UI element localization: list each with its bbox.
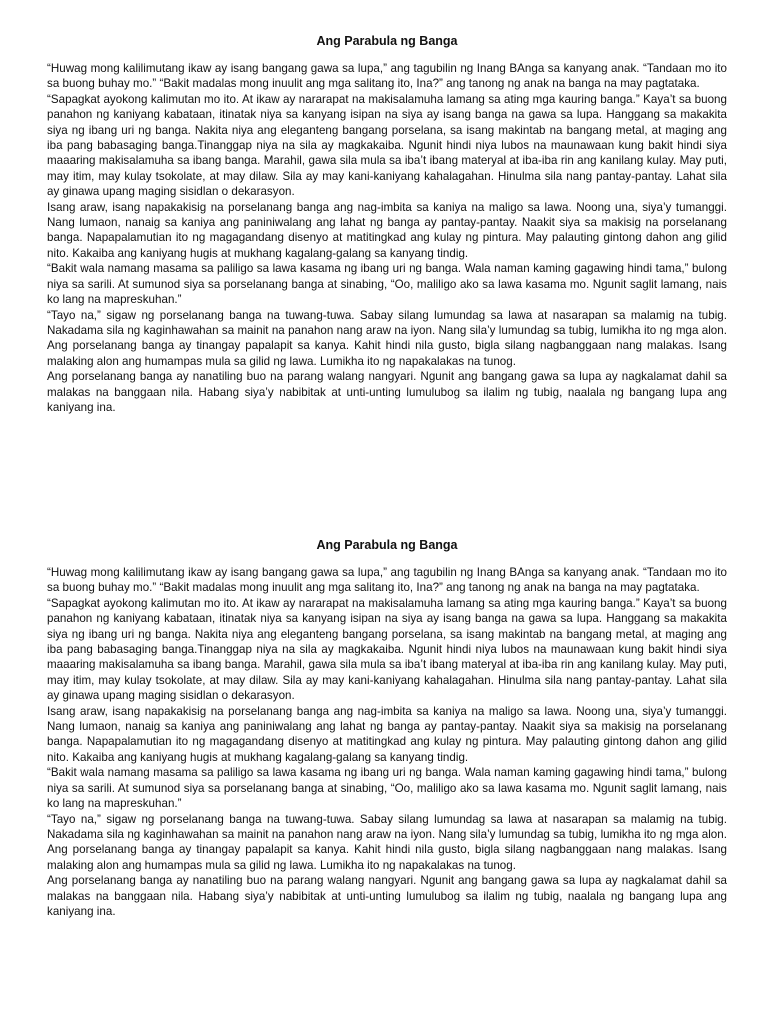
story-paragraph: “Huwag mong kalilimutang ikaw ay isang bangang gawa sa lupa,” ang tagubilin ng Inang BAnga sa kanyang anak. “Tandaan mo ito sa buong buhay mo.” “Bakit madalas mong inuulit ang mga salitang ito, Ina?” ang tanong ng anak na banga na may pagtataka. (47, 566, 727, 595)
story-paragraph: “Bakit wala namang masama sa paliligo sa lawa kasama ng ibang uri ng banga. Wala naman kaming gagawing hindi tama,” bulong niya sa sarili. At sumunod siya sa porselanang banga at sinabing, “Oo, maliligo ako sa lawa kasama mo. Ngunit saglit lamang, nais ko lang na mapreskuhan.” (47, 766, 727, 811)
story-title: Ang Parabula ng Banga (316, 34, 458, 48)
story-paragraph: “Tayo na,” sigaw ng porselanang banga na tuwang-tuwa. Sabay silang lumundag sa lawa at nasarapan sa malamig na tubig. Nakadama sila ng kaginhawahan sa mainit na panahon nang araw na iyon. Nang sila’y lumundag sa tubig, lumikha ito ng mga alon. Ang porselanang banga ay tinangay papalapit sa kanya. Kahit hindi nila gusto, bigla silang nagbanggaan nang malakas. Isang malaking alon ang humampas mula sa gilid ng lawa. Lumikha ito ng napakalakas na tunog. (47, 308, 727, 368)
story-section-1 (47, 33, 727, 415)
story-paragraph: “Sapagkat ayokong kalimutan mo ito. At ikaw ay nararapat na makisalamuha lamang sa ating mga kauring banga.” Kaya’t sa buong panahon ng kaniyang kabataan, itinatak niya sa kanyang isipan na siya ay isang banga na gawa sa lupa. Hanggang sa makakita siya ng ibang uri ng banga. Nakita niya ang eleganteng bangang porselana, sa isang makintab na bangang metal, at maging ang iba pang babasaging banga.Tinanggap niya na sila ay magkakaiba. Ngunit hindi niya lubos na maunawaan kung bakit hindi siya maaaring makisalamuha sa ibang banga. Marahil, gawa sila mula sa iba’t ibang materyal at iba-iba rin ang kanilang kulay. May puti, may itim, may kulay tsokolate, at may dilaw. Sila ay may kani-kaniyang kahalagahan. Hinulma sila nang pantay-pantay. Lahat sila ay ginawa upang maging sisidlan o dekarasyon. (47, 596, 727, 703)
story-paragraph: Isang araw, isang napakakisig na porselanang banga ang nag-imbita sa kaniya na maligo sa lawa. Noong una, siya’y tumanggi. Nang lumaon, nanaig sa kaniya ang paniniwalang ang lahat ng banga ay pantay-pantay. Naakit siya sa makisig na porselanang banga. Napapalamutian ito ng magagandang disenyo at matitingkad ang kulay ng pintura. May palauting gintong dahon ang gilid nito. Kakaiba ang kaniyang hugis at mukhang kagalang-galang sa kanyang tindig. (47, 200, 727, 260)
story-title: Ang Parabula ng Banga (316, 538, 458, 552)
story-paragraph: Ang porselanang banga ay nanatiling buo na parang walang nangyari. Ngunit ang bangang gawa sa lupa ay nagkalamat dahil sa malakas na banggaan nila. Habang siya’y nabibitak at unti-unting lumulubog sa ilalim ng tubig, naalala ng bangang lupa ang kaniyang ina. (47, 874, 727, 918)
story-paragraph: “Sapagkat ayokong kalimutan mo ito. At ikaw ay nararapat na makisalamuha lamang sa ating mga kauring banga.” Kaya’t sa buong panahon ng kaniyang kabataan, itinatak niya sa kanyang isipan na siya ay isang banga na gawa sa lupa. Hanggang sa makakita siya ng ibang uri ng banga. Nakita niya ang eleganteng bangang porselana, sa isang makintab na bangang metal, at maging ang iba pang babasaging banga.Tinanggap niya na sila ay magkakaiba. Ngunit hindi niya lubos na maunawaan kung bakit hindi siya maaaring makisalamuha sa ibang banga. Marahil, gawa sila mula sa iba’t ibang materyal at iba-iba rin ang kanilang kulay. May puti, may itim, may kulay tsokolate, at may dilaw. Sila ay may kani-kaniyang kahalagahan. Hinulma sila nang pantay-pantay. Lahat sila ay ginawa upang maging sisidlan o dekarasyon. (47, 92, 727, 199)
story-paragraph: Ang porselanang banga ay nanatiling buo na parang walang nangyari. Ngunit ang bangang gawa sa lupa ay nagkalamat dahil sa malakas na banggaan nila. Habang siya’y nabibitak at unti-unting lumulubog sa ilalim ng tubig, naalala ng bangang lupa ang kaniyang ina. (47, 370, 727, 414)
story-paragraph: “Bakit wala namang masama sa paliligo sa lawa kasama ng ibang uri ng banga. Wala naman kaming gagawing hindi tama,” bulong niya sa sarili. At sumunod siya sa porselanang banga at sinabing, “Oo, maliligo ako sa lawa kasama mo. Ngunit saglit lamang, nais ko lang na mapreskuhan.” (47, 262, 727, 307)
story-paragraph: “Tayo na,” sigaw ng porselanang banga na tuwang-tuwa. Sabay silang lumundag sa lawa at nasarapan sa malamig na tubig. Nakadama sila ng kaginhawahan sa mainit na panahon nang araw na iyon. Nang sila’y lumundag sa tubig, lumikha ito ng mga alon. Ang porselanang banga ay tinangay papalapit sa kanya. Kahit hindi nila gusto, bigla silang nagbanggaan nang malakas. Isang malaking alon ang humampas mula sa gilid ng lawa. Lumikha ito ng napakalakas na tunog. (47, 812, 727, 872)
story-paragraph: Isang araw, isang napakakisig na porselanang banga ang nag-imbita sa kaniya na maligo sa lawa. Noong una, siya’y tumanggi. Nang lumaon, nanaig sa kaniya ang paniniwalang ang lahat ng banga ay pantay-pantay. Naakit siya sa makisig na porselanang banga. Napapalamutian ito ng magagandang disenyo at matitingkad ang kulay ng pintura. May palauting gintong dahon ang gilid nito. Kakaiba ang kaniyang hugis at mukhang kagalang-galang sa kanyang tindig. (47, 704, 727, 764)
story-section-2 (47, 537, 727, 919)
story-paragraph: “Huwag mong kalilimutang ikaw ay isang bangang gawa sa lupa,” ang tagubilin ng Inang BAnga sa kanyang anak. “Tandaan mo ito sa buong buhay mo.” “Bakit madalas mong inuulit ang mga salitang ito, Ina?” ang tanong ng anak na banga na may pagtataka. (47, 62, 727, 91)
